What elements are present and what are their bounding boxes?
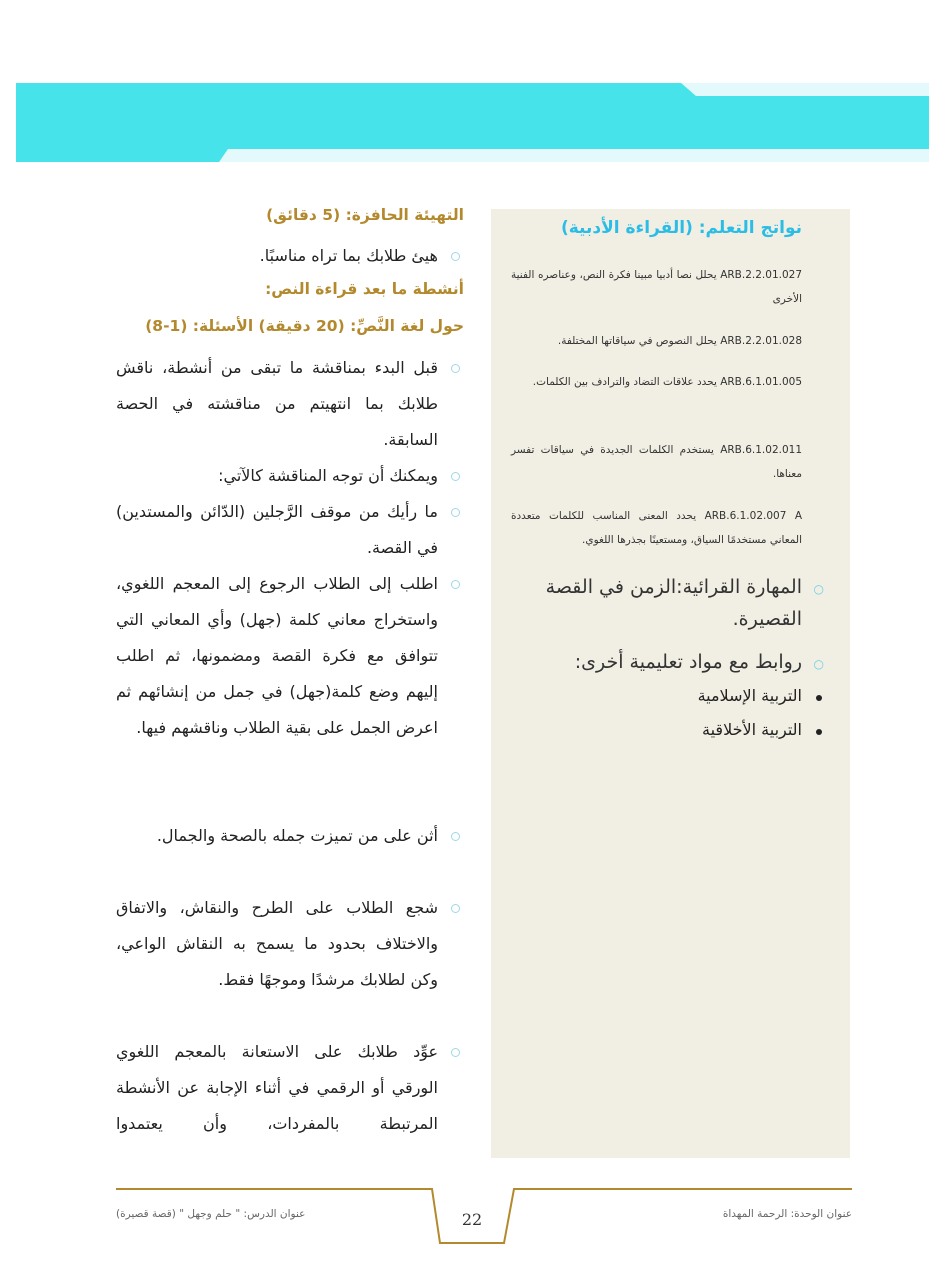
footer-unit-title: عنوان الوحدة: الرحمة المهداة	[722, 1208, 852, 1220]
page-number: 22	[461, 1210, 483, 1229]
text-language-heading: حول لغة النَّصِّ: (20 دقيقة) الأسئلة: (1-8)	[145, 317, 464, 335]
footer-lesson-title: عنوان الدرس: " حلم وجهل " (قصة قصيرة)	[116, 1208, 306, 1220]
outcome-item: ARB.6.1.02.007 A يحدد المعنى المناسب للكلمات متعددة المعاني مستخدمًا السياق، ومستعينًا بجذرها اللغوي.	[511, 510, 802, 546]
links-title	[511, 646, 824, 678]
bullet-ring-icon	[451, 364, 460, 373]
reading-skill-text: المهارة القرائية:الزمن في القصة القصيرة.	[545, 576, 802, 630]
bullet-ring-icon	[451, 508, 460, 517]
bullet-ring-icon	[451, 580, 460, 589]
after-reading-heading: أنشطة ما بعد قراءة النص:	[265, 280, 464, 298]
bullet-ring-icon	[451, 252, 460, 261]
link-item: التربية الأخلاقية	[702, 720, 802, 739]
link-item: التربية الإسلامية	[698, 686, 802, 705]
bullet-ring-icon	[451, 472, 460, 481]
outcome-item: ARB.2.2.01.028 يحلل النصوص في سياقاتها المختلفة.	[557, 335, 802, 347]
learning-outcomes-title: نواتج التعلم: (القراءة الأدبية)	[560, 218, 802, 238]
outcome-item: ARB.6.1.01.005 يحدد علاقات التضاد والترادف بين الكلمات.	[532, 376, 802, 388]
outcome-item: ARB.6.1.02.011 يستخدم الكلمات الجديدة في سياقات تفسر معناها.	[511, 444, 802, 480]
bullet-dot-icon	[816, 729, 822, 735]
main-content	[116, 200, 464, 1160]
activity-paragraph: عوِّد طلابك على الاستعانة بالمعجم اللغوي الورقي أو الرقمي في أثناء الإجابة عن الأنشطة المرتبطة بالمفردات، وأن يعتمدوا	[116, 1034, 438, 1142]
warmup-text: هيئ طلابك بما تراه مناسبًا.	[116, 238, 438, 274]
bullet-icon: ○	[813, 657, 824, 671]
activity-paragraph: اطلب إلى الطلاب الرجوع إلى المعجم اللغوي، واستخراج معاني كلمة (جهل) وأي المعاني التي تتوافق مع فكرة القصة ومضمونها، ثم اطلب إليهم وضع كلمة(جهل) في جمل من إنشائهم ثم اعرض الجمل على بقية الطلاب وناقشهم فيها.	[116, 566, 438, 746]
bullet-ring-icon	[451, 904, 460, 913]
activity-paragraph: شجع الطلاب على الطرح والنقاش، والاتفاق والاختلاف بحدود ما يسمح به النقاش الواعي، وكن لطلابك مرشدًا وموجهًا فقط.	[116, 890, 438, 998]
activity-paragraph: أثن على من تميزت جمله بالصحة والجمال.	[116, 818, 438, 854]
bullet-dot-icon	[816, 695, 822, 701]
activity-paragraph: ما رأيك من موقف الرَّجلين (الدّائن والمستدين) في القصة.	[116, 494, 438, 566]
links-title-text: روابط مع مواد تعليمية أخرى:	[574, 651, 802, 673]
bullet-ring-icon	[451, 832, 460, 841]
activity-paragraph: قبل البدء بمناقشة ما تبقى من أنشطة، ناقش طلابك بما انتهيتم من مناقشته في الحصة السابقة.	[116, 350, 438, 458]
learning-outcomes-panel	[491, 209, 850, 1158]
bullet-icon: ○	[813, 582, 824, 596]
warmup-heading: التهيئة الحافزة: (5 دقائق)	[266, 206, 464, 224]
outcome-item: ARB.2.2.01.027 يحلل نصا أدبيا مبينا فكرة النص، وعناصره الفنية الأخرى	[511, 269, 802, 305]
bullet-ring-icon	[451, 1048, 460, 1057]
activity-paragraph: ويمكنك أن توجه المناقشة كالآتي:	[116, 458, 438, 494]
reading-skill	[511, 571, 824, 635]
